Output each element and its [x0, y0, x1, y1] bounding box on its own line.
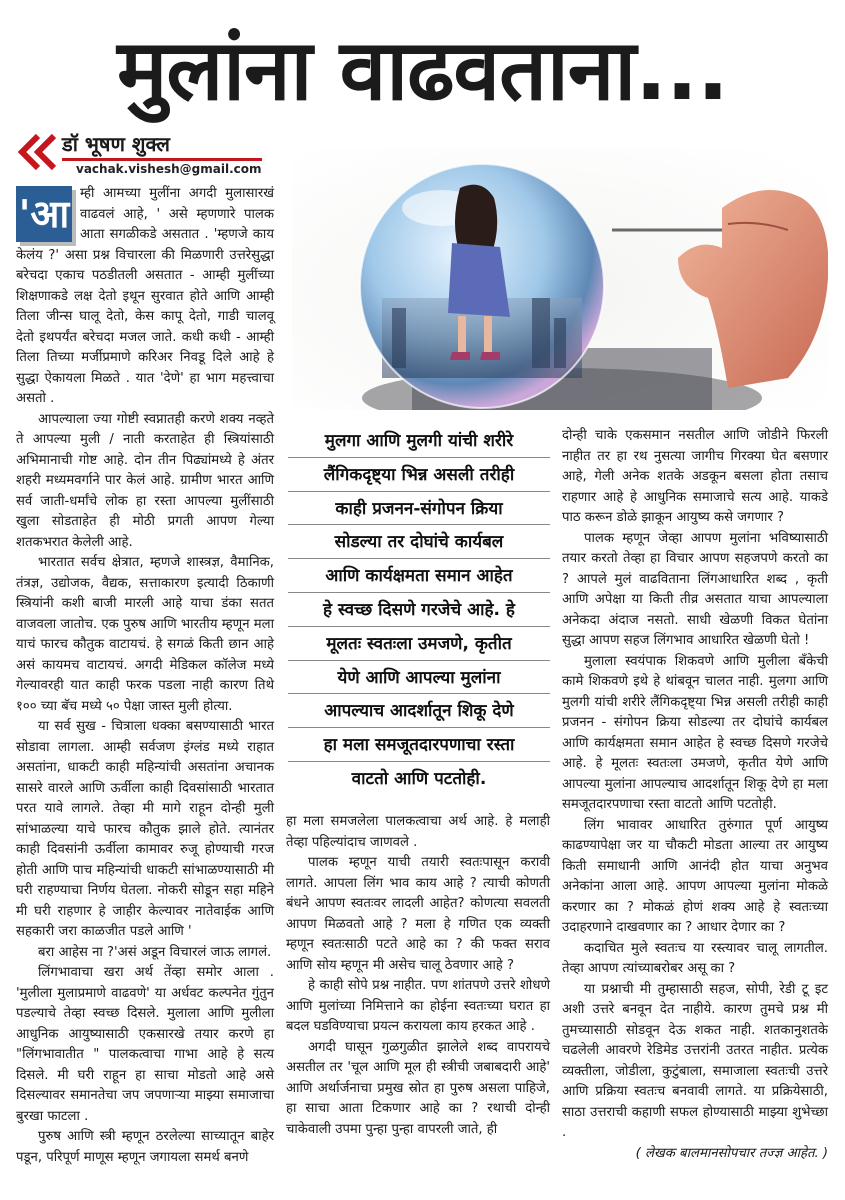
paragraph: [16, 184, 274, 410]
pull-quote: [288, 424, 550, 812]
pull-quote-line: हा मला समजूतदारपणाचा रस्ता: [288, 728, 550, 762]
paragraph: लिंग भावावर आधारित तुरुंगात पूर्ण आयुष्य काढण्यापेक्षा जर या चौकटी मोडता आल्या तर आयुष्य किती समाधानी आणि आनंदी होत याचा अनुभव अनेकांना आला आहे. आपण आपल्या मुलांना मोकळे करणार का ? मोकळं होणं शक्य आहे हे स्वतःच्या उदाहरणाने दाखवणार का ? आधार देणार का ?: [562, 817, 828, 935]
author-note: ( लेखक बालमानसोपचार तज्ज्ञ आहेत. ): [635, 1145, 828, 1161]
headline: मुलांना वाढवताना...: [117, 21, 728, 119]
author-rule: [62, 158, 262, 161]
dropcap: 'आ: [16, 186, 72, 242]
paragraph: मुलाला स्वयंपाक शिकवणे आणि मुलीला बँकेची कामे शिकवणे इथे हे थांबवून चालत नाही. मुलगा आणि मुलगी यांची शरीरे लैंगिकदृष्ट्या भिन्न असली तरीही काही प्रजनन - संगोपन क्रिया सोडल्या तर दोघांचे कार्यबल आणि कार्यक्षमता समान आहेत हे स्वच्छ दिसणे गरजेचे आहे. हे मूलतः स्वतःला उमजणे, कृतीत येणे आणि आपल्या मुलांना आपल्याच आदर्शातून शिकू देणे हा मला समजूतदारपणाचा रस्ता वाटतो आणि पटतोही.: [562, 653, 828, 812]
paragraph: अगदी घासून गुळगुळीत झालेले शब्द वापरायचे असतील तर 'चूल आणि मूल ही स्त्रीची जबाबदारी आहे' आणि अर्थार्जनाचा प्रमुख स्रोत हा पुरुष असला पाहिजे, हा साचा आता टिकणार आहे का ? रथाची दोन्ही चाकेवाली उपमा पुन्हा पुन्हा वापरली जाते, ही: [286, 1039, 550, 1137]
pull-quote-line: मुलगा आणि मुलगी यांची शरीरे: [288, 424, 550, 458]
paragraph: हा मला समजलेला पालकत्वाचा अर्थ आहे. हे मलाही तेव्हा पहिल्यांदाच जाणवले .: [286, 814, 550, 850]
column-2: [286, 812, 550, 1140]
paragraph: कदाचित मुले स्वतःच या रस्त्यावर चालू लागतील. तेव्हा आपण त्यांच्याबरोबर असू का ?: [562, 940, 828, 976]
pull-quote-line: सोडल्या तर दोघांचे कार्यबल: [288, 525, 550, 559]
paragraph: आपल्याला ज्या गोष्टी स्वप्नातही करणे शक्य नव्हते ते आपल्या मुली / नाती करताहेत ही स्त्रियांसाठी अभिमानाची गोष्ट आहे. दोन तीन पिढ्यांमध्ये हे अंतर शहरी मध्यमवर्गाने पार केलं आहे. ग्रामीण भारत आणि सर्व जाती-धर्मांचे लोक हा रस्ता आपल्या मुलींसाठी खुला सोडताहेत ही मोठी प्रगती आपण गेल्या शतकभरात केलेली आहे.: [16, 411, 274, 550]
feature-photo: [292, 148, 828, 410]
pull-quote-line: आपल्याच आदर्शातून शिकू देणे: [288, 694, 550, 728]
paragraph: या सर्व सुख - चित्राला धक्का बसण्यासाठी भारत सोडावा लागला. आम्ही सर्वजण इंग्लंड मध्ये राहात असतांना, धाकटी काही महिन्यांची असतांना अचानक सासरे वारले आणि ऊर्वीला काही दिवसांसाठी भारतात परत यावे लागले. तेव्हा मी मागे राहून दोन्ही मुली सांभाळल्या याचे फारच कौतुक झाले होते. त्यानंतर काही दिवसांनी ऊर्वीला कामावर रुजू होण्याची गरज होती आणि पाच महिन्यांची धाकटी सांभाळण्यासाठी मी घरी राहण्याचा निर्णय घेतला. नोकरी सोडून सहा महिने मी घरी राहणार हे जाहीर केल्यावर नातेवाईक आणि सहकारी जरा काळजीत पडले आणि ': [16, 719, 274, 939]
paragraph: पुरुष आणि स्त्री म्हणून ठरलेल्या साच्यातून बाहेर पडून, परिपूर्ण माणूस म्हणून जगायला समर्थ बनणे: [16, 1129, 274, 1165]
pull-quote-line: लैंगिकदृष्ट्या भिन्न असली तरीही: [288, 458, 550, 492]
paragraph: या प्रश्नाची मी तुम्हासाठी सहज, सोपी, रेडी टू इट अशी उत्तरे बनवून देत नाहीये. कारण तुमचे प्रश्न मी तुमच्यासाठी सोडवून देऊ शकत नाही. शतकानुशतके चढलेली आवरणे रेडिमेड उत्तरांनी उतरत नाहीत. प्रत्येक व्यक्तीला, जोडीला, कुटुंबाला, समाजाला स्वतःची उत्तरे आणि प्रक्रिया स्वतःच बनवावी लागते. या प्रक्रियेसाठी, साठा उत्तराची कहाणी सफल होण्यासाठी माझ्या शुभेच्छा .: [562, 981, 828, 1140]
paragraph: पालक म्हणून जेव्हा आपण मुलांना भविष्यासाठी तयार करतो तेव्हा हा विचार आपण सहजपणे करतो का ? आपले मुलं वाढविताना लिंगआधारित शब्द , कृती आणि अपेक्षा या किती तीव्र असतात याचा आपल्याला अनेकदा अंदाज नसतो. साधी खेळणी विकत घेतांना सुद्धा आपण सहज लिंगभाव आधारित खेळणी घेतो !: [562, 530, 828, 648]
pull-quote-line: हे स्वच्छ दिसणे गरजेचे आहे. हे: [288, 593, 550, 627]
bubble-girl-illustration: [292, 148, 828, 410]
paragraph: लिंगभावाचा खरा अर्थ तेंव्हा समोर आला . 'मुलीला मुलाप्रमाणे वाढवणे' या अर्धवट कल्पनेत गुंतुन पडल्याचे तेव्हा स्वच्छ दिसले. मुलाला आणि मुलीला आधुनिक आयुष्यासाठी एकसारखे तयार करणे हा "लिंगभावातीत " पालकत्वाचा गाभा आहे हे सत्य दिसले. मी घरी राहून हा साचा मोडतो आहे असे दिसल्यावर समानतेचा जप जपणाऱ्या माझ्या समाजाचा बुरखा फाटला .: [16, 965, 274, 1124]
pull-quote-line: आणि कार्यक्षमता समान आहेत: [288, 559, 550, 593]
paragraph-text: म्ही आमच्या मुलींना अगदी मुलासारखं वाढवलं आहे, ' असे म्हणणारे पालक आता सगळीकडे असतात . 'म्हणजे काय केलंय ?' असा प्रश्न विचारला की मिळणारी उत्तरेसुद्धा बरेचदा एकाच पठडीतली असतात - आम्ही मुलींच्या शिक्षणाकडे लक्ष देतो इथून सुरवात होते आणि आम्ही तिला जीन्स घालू देतो, केस कापू देतो, गाडी चालवू देतो इथपर्यंत बरेचदा मजल जाते. कधी कधी - आम्ही तिला तिच्या मर्जीप्रमाणे करिअर निवडू दिले आहे हे सुद्धा ऐकायला मिळते . यात 'देणे' हा भाग महत्त्वाचा असतो .: [16, 186, 274, 406]
paragraph: बरा आहेस ना ?'असं अडून विचारलं जाऊ लागलं.: [38, 944, 272, 960]
pull-quote-line: वाटतो आणि पटतोही.: [351, 768, 487, 789]
chevron-left-icon: [16, 132, 68, 172]
column-1: [16, 184, 274, 1168]
paragraph: भारतात सर्वच क्षेत्रात, म्हणजे शास्त्रज्ञ, वैमानिक, तंत्रज्ञ, उद्योजक, वैद्यक, सत्ताकारण इत्यादी ठिकाणी स्त्रियांनी कशी बाजी मारली आहे याचा डंका सतत वाजवला जातोच. एक पुरुष आणि भारतीय म्हणून मला याचं फारच कौतुक वाटायचं. हे सगळं किती छान आहे असं कायमच वाटायचं. अगदी मेडिकल कॉलेज मध्ये गेल्यावरही यात काही फरक पडला नाही कारण तिथे १०० च्या बॅच मध्ये ५० पेक्षा जास्त मुली होत्या.: [16, 555, 274, 714]
byline: [16, 130, 266, 178]
paragraph: पालक म्हणून याची तयारी स्वतःपासून करावी लागते. आपला लिंग भाव काय आहे ? त्याची कोणती बंधने आपण स्वतःवर लादली आहेत? कोणत्या सवलती आपण मिळवतो आहे ? मला हे गणित एक व्यक्ती म्हणून स्वतःसाठी पटते आहे का ? की फक्त सराव आणि सोय म्हणून मी असेच चालू ठेवणार आहे ?: [286, 855, 550, 973]
paragraph: दोन्ही चाके एकसमान नसतील आणि जोडीने फिरली नाहीत तर हा रथ नुसत्या जागीच गिरक्या घेत बसणार आहे, गेली अनेक शतके अडकून बसला होता तसाच राहणार आहे हे आधुनिक समाजाचे सत्य आहे. याकडे पाठ करून डोळे झाकून आयुष्य कसे जगणार ?: [562, 428, 828, 525]
paragraph: हे काही सोपे प्रश्न नाहीत. पण शांतपणे उत्तरे शोधणे आणि मुलांच्या निमित्ताने का होईना स्वतःच्या घरात हा बदल घडविण्याचा प्रयत्न करायला काय हरकत आहे .: [286, 978, 550, 1034]
author-name: डॉ भूषण शुक्ल: [62, 132, 170, 156]
pull-quote-line: काही प्रजनन-संगोपन क्रिया: [288, 492, 550, 526]
pull-quote-line: मूलतः स्वतःला उमजणे, कृतीत: [288, 627, 550, 661]
author-email[interactable]: vachak.vishesh@gmail.com: [76, 162, 262, 176]
column-3: [562, 426, 828, 1164]
pull-quote-line: येणे आणि आपल्या मुलांना: [288, 661, 550, 695]
